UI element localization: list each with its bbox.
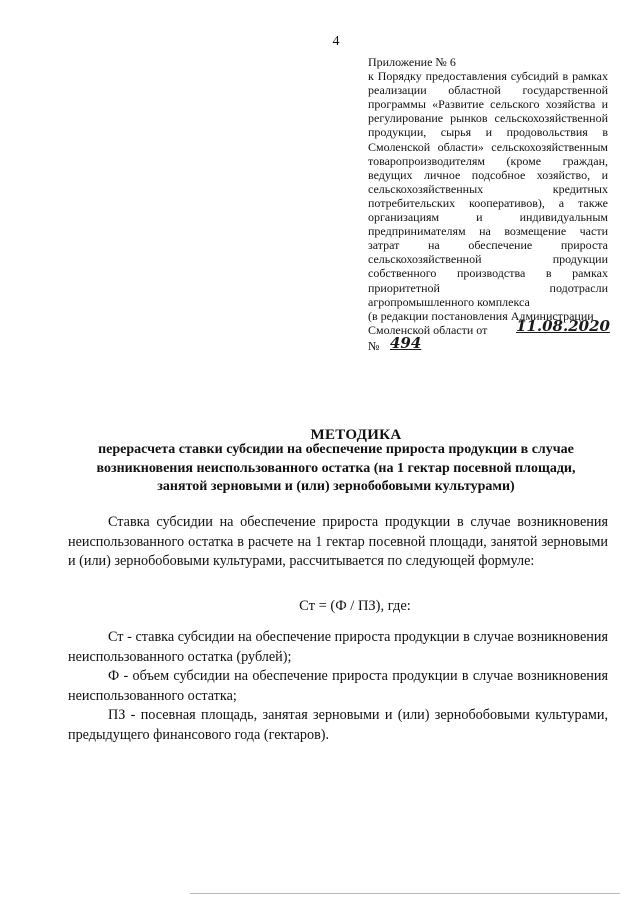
handwritten-number: 494: [390, 333, 422, 352]
definition-item: ПЗ - посевная площадь, занятая зерновыми и (или) зернобобовыми культурами, предыдущего финансового года (гектаров).: [68, 707, 608, 743]
number-row: [368, 333, 608, 355]
document-title: МЕТОДИКА: [310, 427, 402, 443]
appendix-block: [368, 55, 608, 355]
date-label: Смоленской области от: [368, 322, 488, 337]
page-number: 4: [332, 34, 340, 49]
edition-line: (в редакции постановления Администрации: [368, 308, 594, 323]
handwritten-date: 11.08.2020: [516, 316, 610, 335]
intro-paragraph: Ставка субсидии на обеспечение прироста продукции в случае возникновения неиспользованного остатка в расчете на 1 гектар посевной площади, занятой зерновыми и (или) зернобобовыми культурами, рассчитывается по следующей формуле:: [68, 514, 608, 569]
appendix-body: к Порядку предоставления субсидий в рамках реализации областной государственной программы «Развитие сельского хозяйства и регулирование рынков сельскохозяйственной продукции, сырья и продовольствия в Смоленской области» сельскохозяйственным товаропроизводителям (кроме граждан, ведущих личное подсобное хозяйство, и сельскохозяйственных кредитных потребительских кооперативов), а также организациям и индивидуальным предпринимателям на возмещение части затрат на обеспечение прироста сельскохозяйственной продукции собственного производства в рамках приоритетной подотрасли агропромышленного комплекса: [368, 69, 608, 309]
page-bottom-edge: [190, 893, 620, 894]
appendix-title: Приложение № 6: [368, 55, 456, 69]
document-subtitle: перерасчета ставки субсидии на обеспечение прироста продукции в случае возникновения неиспользованного остатка (на 1 гектар посевной площади, занятой зерновыми и (или) зернобобовыми культурами): [96, 442, 576, 494]
definition-item: Ст - ставка субсидии на обеспечение прироста продукции в случае возникновения неиспользованного остатка (рублей);: [68, 629, 608, 665]
number-label: №: [368, 338, 380, 353]
definition-item: Ф - объем субсидии на обеспечение прироста продукции в случае возникновения неиспользованного остатка;: [68, 668, 608, 704]
formula: Ст = (Ф / ПЗ), где:: [299, 598, 411, 614]
